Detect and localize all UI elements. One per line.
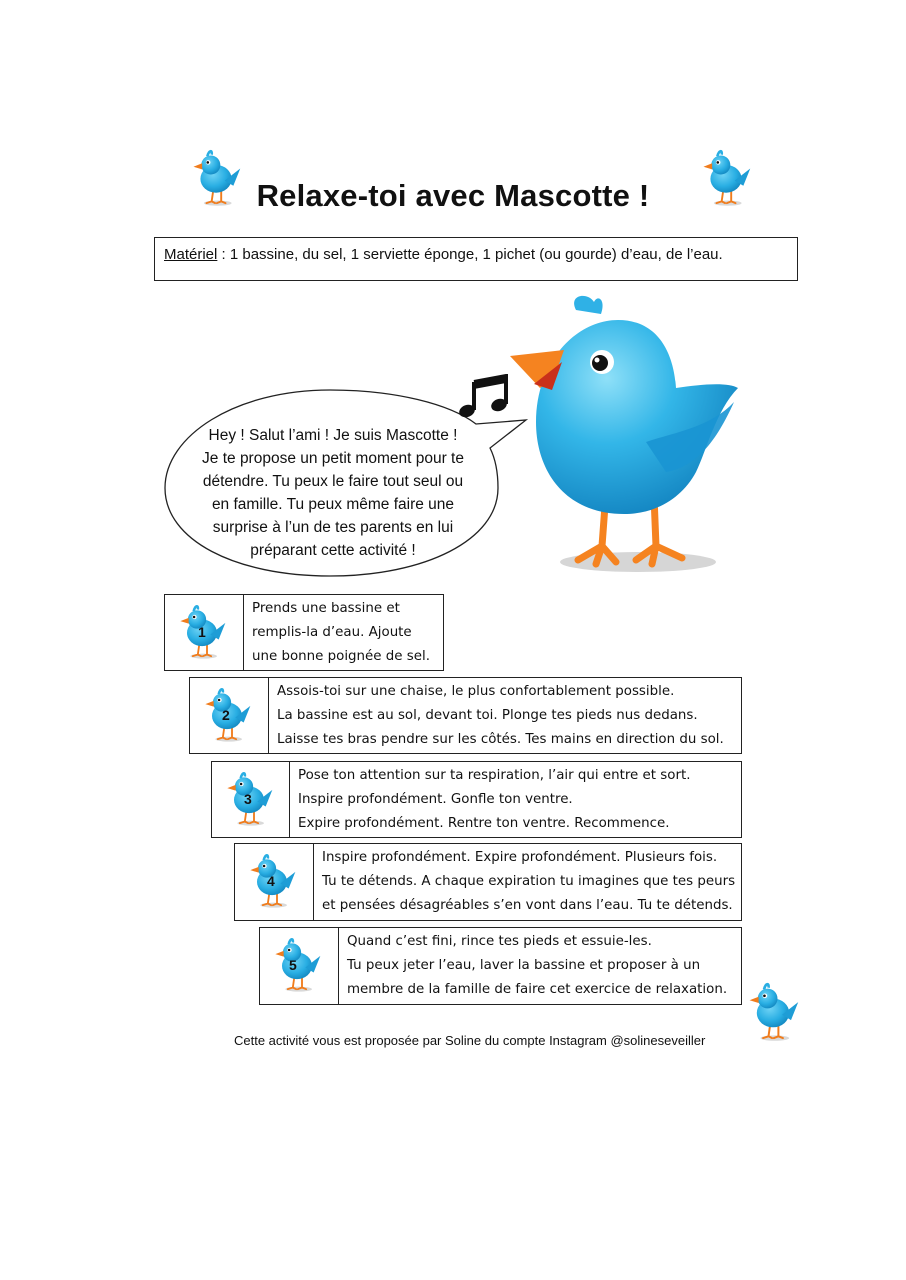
bubble-line: surprise à l’un de tes parents en lui [212,519,454,536]
step-line: Pose ton attention sur ta respiration, l’air qui entre et sort. [298,768,691,783]
step-number: 2 [222,707,230,723]
step-text [322,846,735,918]
bubble-line: Je te propose un petit moment pour te [202,450,464,467]
step-line: Expire profondément. Rentre ton ventre. Recommence. [298,816,670,831]
step-line: Laisse tes bras pendre sur les côtés. Tes mains en direction du sol. [277,732,724,747]
footer-credit: Cette activité vous est proposée par Soline du compte Instagram @solineseveiller [234,1033,706,1048]
page-title: Relaxe-toi avec Mascotte ! [256,178,650,213]
step-line: une bonne poignée de sel. [252,649,430,664]
step-line: et pensées désagréables s’en vont dans l’eau. Tu te détends. [322,898,733,913]
bubble-line: Hey ! Salut l’ami ! Je suis Mascotte ! [208,427,458,444]
bubble-line: préparant cette activité ! [250,542,416,559]
step-4-box [234,843,742,921]
bubble-line: en famille. Tu peux même faire une [211,496,455,513]
step-3-box [211,761,742,838]
mascot-bird-illustration [506,292,746,582]
bird-icon [272,931,322,999]
step-line: remplis-la d’eau. Ajoute [252,625,412,640]
step-text [252,597,430,669]
step-icon-cell [260,928,339,1004]
step-line: Inspire profondément. Gonfle ton ventre. [298,792,573,807]
materials-text: : 1 bassine, du sel, 1 serviette éponge, 1 pichet (ou gourde) d’eau, de l’eau. [217,246,723,263]
step-1-box [164,594,444,671]
step-line: Tu peux jeter l’eau, laver la bassine et proposer à un [347,958,701,973]
step-line: Prends une bassine et [252,601,400,616]
bird-icon [746,978,800,1046]
step-2-box [189,677,742,754]
step-line: Inspire profondément. Expire profondément. Plusieurs fois. [322,850,718,865]
materials-label: Matériel [164,246,218,263]
step-line: membre de la famille de faire cet exercice de relaxation. [347,982,728,997]
step-text [277,680,724,752]
step-icon-cell [165,595,244,670]
step-line: Assois-toi sur une chaise, le plus confortablement possible. [277,684,675,699]
step-icon-cell [190,678,269,753]
step-text [298,764,690,836]
speech-bubble-text [166,424,500,562]
materials-box [154,237,798,281]
step-line: La bassine est au sol, devant toi. Plonge tes pieds nus dedans. [277,708,698,723]
step-number: 1 [198,624,206,640]
step-text [347,930,727,1002]
step-number: 5 [289,957,297,973]
step-5-box [259,927,742,1005]
step-line: Tu te détends. A chaque expiration tu imagines que tes peurs [322,874,736,889]
bubble-line: détendre. Tu peux le faire tout seul ou [202,473,464,490]
step-icon-cell [212,762,290,837]
step-icon-cell [235,844,314,920]
step-number: 3 [244,791,252,807]
step-number: 4 [267,873,275,889]
step-line: Quand c’est fini, rince tes pieds et essuie-les. [347,934,652,949]
